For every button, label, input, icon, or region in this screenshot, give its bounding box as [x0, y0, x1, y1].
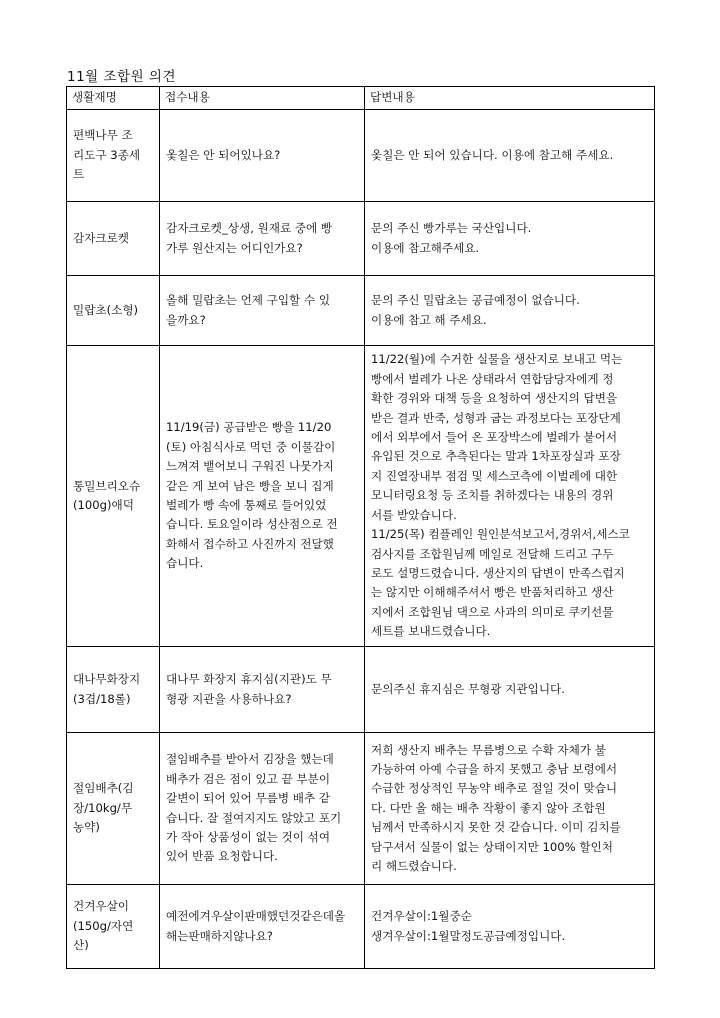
- product-name-cell: 대나무화장지 (3겹/18롤): [67, 647, 160, 733]
- page-title: 11월 조합원 의견: [67, 69, 177, 85]
- product-name-cell: 밀랍초(소형): [67, 276, 160, 346]
- table-row: [67, 346, 655, 647]
- answer-cell: 건겨우살이:1월중순 생겨우살이:1월말정도공급예정입니다.: [365, 885, 655, 969]
- inquiry-cell: 옻칠은 안 되어있나요?: [160, 110, 365, 202]
- table-row: [67, 202, 655, 276]
- table-header-row: [67, 87, 655, 110]
- answer-cell: 문의 주신 밀랍초는 공급예정이 없습니다. 이용에 참고 해 주세요.: [365, 276, 655, 346]
- table-row: [67, 276, 655, 346]
- inquiry-cell: 예전에겨우살이판매했던것같은데올 해는판매하지않나요?: [160, 885, 365, 969]
- column-header-product: 생활재명: [67, 87, 160, 110]
- feedback-table: [66, 86, 655, 969]
- table-row: [67, 647, 655, 733]
- inquiry-cell: 절임배추를 받아서 김장을 했는데 배추가 검은 점이 있고 끝 부분이 갈변이 되어 있어 무름병 배추 같 습니다. 잘 절여지지도 않았고 포기 가 작아 상품성이 없는 것이 섞여 있어 반품 요청합니다.: [160, 733, 365, 885]
- answer-cell: 옻칠은 안 되어 있습니다. 이용에 참고해 주세요.: [365, 110, 655, 202]
- inquiry-cell: 대나무 화장지 휴지심(지관)도 무 형광 지관을 사용하나요?: [160, 647, 365, 733]
- answer-cell: 11/22(월)에 수거한 실물을 생산지로 보내고 먹는 빵에서 벌레가 나온 상태라서 연합담당자에게 정 확한 경위와 대책 등을 요청하여 생산지의 답변을 받은 결과 반죽, 성형과 굽는 과정보다는 포장단계 에서 외부에서 들어 온 포장박스에 벌레가 붙어서 유입된 것으로 추측된다는 말과 1차포장실과 포장 지 진열장내부 점검 및 세스코측에 이벌레에 대한 모니터링요청 등 조치를 취하겠다는 내용의 경위 서를 받았습니다. 11/25(목) 컴플레인 원인분석보고서,경위서,세스코 검사지를 조합원님께 메일로 전달해 드리고 구두 로도 설명드렸습니다. 생산지의 답변이 만족스럽지 는 않지만 이해해주셔서 빵은 반품처리하고 생산 지에서 조합원님 댁으로 사과의 의미로 쿠키선물 세트를 보내드렸습니다.: [365, 346, 655, 647]
- inquiry-cell: 감자크로켓_상생, 원재료 중에 빵 가루 원산지는 어디인가요?: [160, 202, 365, 276]
- product-name-cell: 절임배추(김 장/10kg/무 농약): [67, 733, 160, 885]
- product-name-cell: 편백나무 조 리도구 3종세 트: [67, 110, 160, 202]
- product-name-cell: 감자크로켓: [67, 202, 160, 276]
- column-header-answer: 답변내용: [365, 87, 655, 110]
- answer-cell: 저희 생산지 배추는 무름병으로 수확 자체가 불 가능하여 아예 수급을 하지 못했고 충남 보령에서 수급한 정상적인 무농약 배추로 절일 것이 맞습니 다. 다만 올 해는 배추 작황이 좋지 않아 조합원 님께서 만족하시지 못한 것 같습니다. 이미 김치를 담구셔서 실물이 없는 상태이지만 100% 할인처 리 해드렸습니다.: [365, 733, 655, 885]
- inquiry-cell: 올해 밀랍초는 언제 구입할 수 있 을까요?: [160, 276, 365, 346]
- inquiry-cell: 11/19(금) 공급받은 빵을 11/20 (토) 아침식사로 먹던 중 이물감이 느껴져 뱉어보니 구워진 나뭇가지 같은 게 보여 남은 빵을 보니 집게 벌레가 빵 속에 통째로 들어있었 습니다. 토요일이라 성산점으로 전 화해서 접수하고 사진까지 전달했 습니다.: [160, 346, 365, 647]
- answer-cell: 문의 주신 빵가루는 국산입니다. 이용에 참고해주세요.: [365, 202, 655, 276]
- table-row: [67, 110, 655, 202]
- product-name-cell: 통밀브리오슈 (100g)애덕: [67, 346, 160, 647]
- column-header-inquiry: 접수내용: [160, 87, 365, 110]
- answer-cell: 문의주신 휴지심은 무형광 지관입니다.: [365, 647, 655, 733]
- table-row: [67, 733, 655, 885]
- product-name-cell: 건겨우살이 (150g/자연 산): [67, 885, 160, 969]
- table-row: [67, 885, 655, 969]
